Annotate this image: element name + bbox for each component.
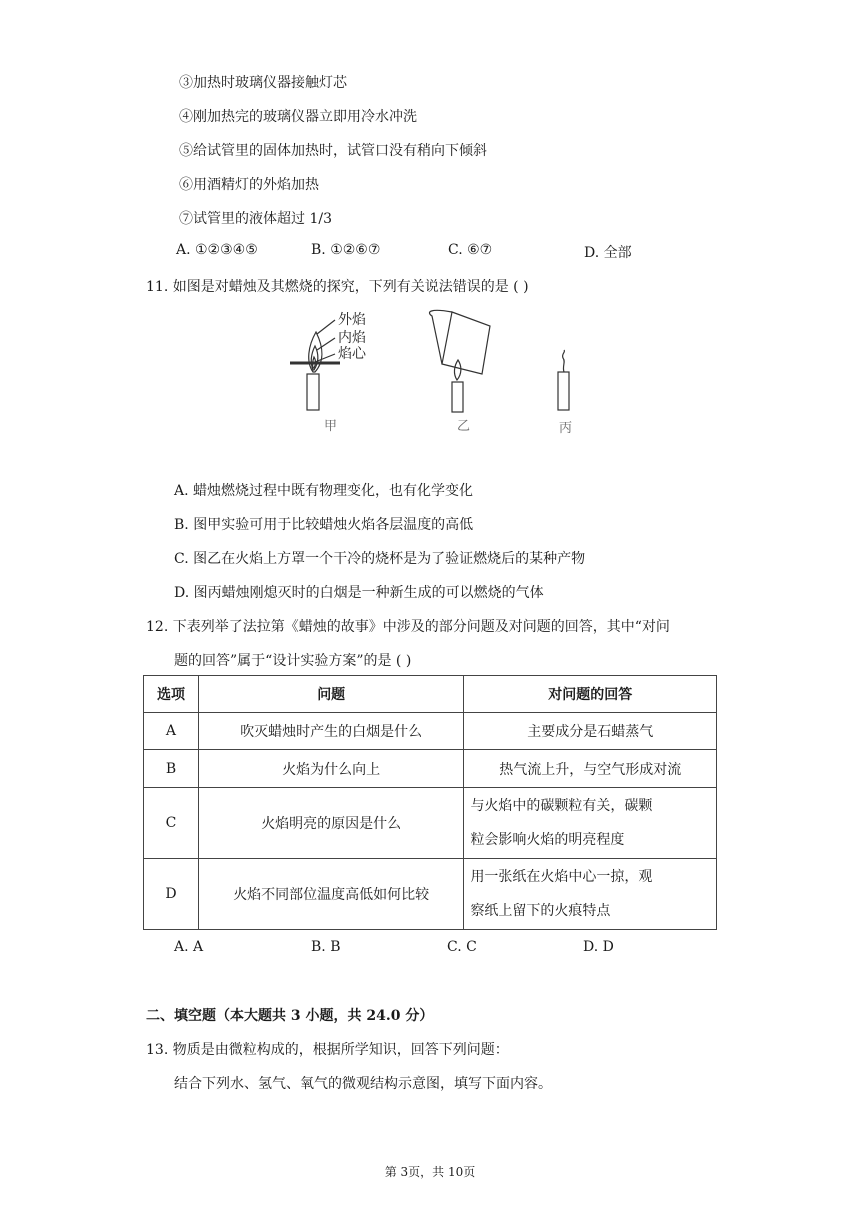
row-option: C (144, 788, 199, 859)
label-outer-flame: 外焰 (338, 312, 366, 328)
q12-stem-line2: 题的回答”属于“设计实验方案”的是 ( ) (174, 653, 412, 669)
header-question: 问题 (198, 676, 464, 713)
row-answer-line: 热气流上升，与空气形成对流 (499, 761, 682, 778)
q11-option-b: B. 图甲实验可用于比较蜡烛火焰各层温度的高低 (174, 517, 474, 533)
row-answer (464, 750, 717, 788)
row-answer-line: 与火焰中的碳颗粒有关，碳颗 (470, 798, 653, 814)
q10-item-4: ④刚加热完的玻璃仪器立即用冷水冲洗 (179, 109, 417, 125)
row-answer (464, 713, 717, 750)
row-answer (464, 788, 717, 859)
row-answer-line: 粒会影响火焰的明亮程度 (470, 832, 625, 848)
row-question: 火焰明亮的原因是什么 (198, 788, 464, 859)
q12-option-a: A. A (174, 939, 204, 955)
label-bing: 丙 (559, 421, 573, 436)
table-row (144, 750, 717, 788)
label-inner-flame: 内焰 (338, 330, 366, 346)
q12-table (143, 675, 717, 930)
table-row (144, 788, 717, 859)
q12-option-c: C. C (447, 939, 477, 955)
label-flame-core: 焰心 (338, 346, 366, 362)
q11-option-d: D. 图丙蜡烛刚熄灭时的白烟是一种新生成的可以燃烧的气体 (174, 585, 544, 601)
q10-item-3: ③加热时玻璃仪器接触灯芯 (179, 75, 347, 91)
page-footer: 第 3页，共 10页 (384, 1165, 476, 1179)
header-answer: 对问题的回答 (464, 676, 717, 713)
row-question: 火焰不同部位温度高低如何比较 (198, 859, 464, 930)
row-question: 火焰为什么向上 (198, 750, 464, 788)
table-row (144, 713, 717, 750)
q10-option-b: B. ①②⑥⑦ (311, 242, 381, 258)
q11-option-c: C. 图乙在火焰上方罩一个干冷的烧杯是为了验证燃烧后的某种产物 (174, 551, 586, 567)
q13-line2: 结合下列水、氢气、氧气的微观结构示意图，填写下面内容。 (174, 1076, 552, 1092)
q12-stem-line1: 12. 下表列举了法拉第《蜡烛的故事》中涉及的部分问题及对问题的回答，其中“对问 (146, 619, 670, 635)
row-answer-line: 主要成分是石蜡蒸气 (527, 724, 654, 740)
candle-yi (429, 310, 490, 412)
q10-option-c: C. ⑥⑦ (448, 242, 493, 258)
row-option: D (144, 859, 199, 930)
table-row (144, 859, 717, 930)
q10-option-a: A. ①②③④⑤ (176, 242, 258, 258)
row-option: A (144, 713, 199, 750)
q10-item-7: ⑦试管里的液体超过 1/3 (179, 211, 332, 227)
row-answer-line: 察纸上留下的火痕特点 (470, 903, 611, 919)
label-yi: 乙 (457, 419, 471, 434)
candle-bing (558, 350, 569, 410)
header-option: 选项 (144, 676, 199, 713)
q11-stem: 11. 如图是对蜡烛及其燃烧的探究，下列有关说法错误的是 ( ) (146, 279, 529, 295)
q10-item-5: ⑤给试管里的固体加热时，试管口没有稍向下倾斜 (179, 143, 487, 159)
row-option: B (144, 750, 199, 788)
row-answer-line: 用一张纸在火焰中心一掠，观 (470, 869, 653, 885)
label-jia: 甲 (324, 419, 338, 434)
q10-item-6: ⑥用酒精灯的外焰加热 (179, 177, 319, 193)
candle-jia (290, 320, 340, 410)
q13-stem: 13. 物质是由微粒构成的，根据所学知识，回答下列问题： (146, 1042, 509, 1058)
table-header-row (144, 676, 717, 713)
q12-option-b: B. B (311, 939, 341, 955)
q10-option-d: D. 全部 (584, 245, 632, 261)
q11-option-a: A. 蜡烛燃烧过程中既有物理变化，也有化学变化 (174, 483, 474, 499)
row-answer (464, 859, 717, 930)
candle-figure (280, 302, 600, 442)
q12-option-d: D. D (583, 939, 614, 955)
section-title: 二、填空题（本大题共 3 小题，共 24.0 分） (146, 1008, 434, 1024)
row-question: 吹灭蜡烛时产生的白烟是什么 (198, 713, 464, 750)
